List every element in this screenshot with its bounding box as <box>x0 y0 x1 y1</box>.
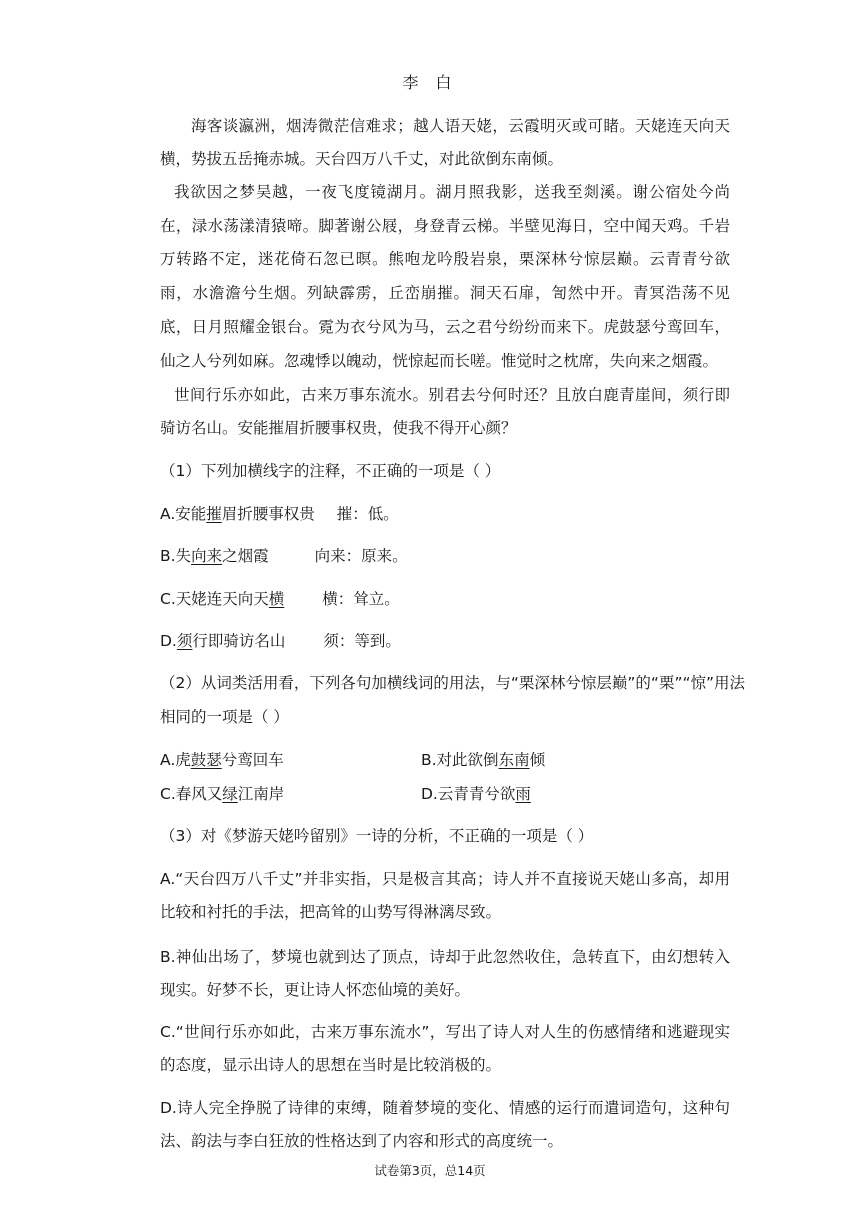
underlined-word: 鼓瑟 <box>190 751 222 769</box>
q1-option-a: A.安能摧眉折腰事权贵 摧：低。 <box>160 505 399 523</box>
q3-stem: （3）对《梦游天姥吟留别》一诗的分析，不正确的一项是（ ） <box>160 827 594 845</box>
underlined-word: 雨 <box>515 785 531 803</box>
underlined-word: 东南 <box>498 751 530 769</box>
poem-paragraph-3: 世间行乐亦如此，古来万事东流水。别君去兮何时还？且放白鹿青崖间，须行即骑访名山。安能摧眉折腰事权贵，使我不得开心颜？ <box>160 386 730 437</box>
q1-option-b: B.失向来之烟霞 向来：原来。 <box>160 547 408 565</box>
page-footer: 试卷第3页，总14页 <box>374 1163 486 1178</box>
q1-option-d: D.须行即骑访名山 须：等到。 <box>160 632 401 650</box>
q2-option-a: A.虎鼓瑟兮鸾回车 <box>160 751 284 769</box>
q2-option-b: B.对此欲倒东南倾 <box>421 751 546 769</box>
q3-option-c: C.“世间行乐亦如此，古来万事东流水”，写出了诗人对人生的伤感情绪和逃避现实的态度，显示出诗人的思想在当时是比较消极的。 <box>160 1023 730 1074</box>
q3-option-a: A.“天台四万八千丈”并非实指，只是极言其高；诗人并不直接说天姥山多高，却用比较和衬托的手法，把高耸的山势写得淋漓尽致。 <box>160 870 730 921</box>
q1-option-d-note: 须：等到。 <box>323 632 401 650</box>
q3-option-d: D.诗人完全挣脱了诗律的束缚，随着梦境的变化、情感的运行而遣词造句，这种句法、韵法与李白狂放的性格达到了内容和形式的高度统一。 <box>160 1099 730 1150</box>
q1-stem: （1）下列加横线字的注释，不正确的一项是（ ） <box>160 462 501 480</box>
underlined-word: 横 <box>268 590 285 608</box>
q3-option-b: B.神仙出场了，梦境也就到达了顶点，诗却于此忽然收住，急转直下，由幻想转入现实。好梦不长，更让诗人怀恋仙境的美好。 <box>160 948 730 999</box>
q1-option-a-note: 摧：低。 <box>336 505 399 523</box>
poem-paragraph-1: 海客谈瀛洲，烟涛微茫信难求；越人语天姥，云霞明灭或可睹。天姥连天向天横，势拔五岳掩赤城。天台四万八千丈，对此欲倒东南倾。 <box>160 117 730 168</box>
underlined-word: 摧 <box>206 505 222 523</box>
underlined-word: 向来 <box>191 547 223 565</box>
q1-option-c-note: 横：耸立。 <box>322 590 400 608</box>
q1-option-b-note: 向来：原来。 <box>314 547 408 565</box>
poem-paragraph-2: 我欲因之梦吴越，一夜飞度镜湖月。湖月照我影，送我至剡溪。谢公宿处今尚在，渌水荡漾清猿啼。脚著谢公屐，身登青云梯。半壁见海日，空中闻天鸡。千岩万转路不定，迷花倚石忽已暝。熊咆龙吟殷岩泉，栗深林兮惊层巅。云青青兮欲雨，水澹澹兮生烟。列缺霹雳，丘峦崩摧。洞天石扉，訇然中开。青冥浩荡不见底，日月照耀金银台。霓为衣兮风为马，云之君兮纷纷而来下。虎鼓瑟兮鸾回车，仙之人兮列如麻。忽魂悸以魄动，恍惊起而长嗟。惟觉时之枕席，失向来之烟霞。 <box>160 183 730 370</box>
poem-author: 李 白 <box>402 73 458 92</box>
underlined-word: 绿 <box>222 785 238 803</box>
q2-option-d: D.云青青兮欲雨 <box>421 785 531 803</box>
q2-option-c: C.春风又绿江南岸 <box>160 785 285 803</box>
underlined-word: 须 <box>176 632 193 650</box>
q1-option-c: C.天姥连天向天横 横：耸立。 <box>160 590 400 608</box>
q2-stem-line-2: 相同的一项是（ ） <box>160 708 289 726</box>
q2-stem-line-1: （2）从词类活用看，下列各句加横线词的用法，与“栗深林兮惊层巅”的“栗”“惊”用法 <box>160 674 746 692</box>
